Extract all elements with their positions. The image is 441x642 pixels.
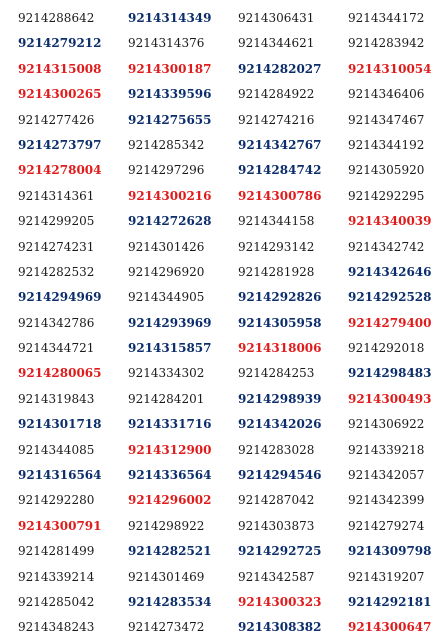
phone-number-cell: 9214339214: [18, 569, 95, 584]
phone-number-cell: 9214274216: [238, 112, 315, 127]
phone-number-cell: 9214288642: [18, 11, 95, 25]
phone-number-cell: 9214273472: [128, 620, 205, 635]
phone-number-cell: 9214275655: [128, 112, 212, 127]
phone-number-cell: 9214310054: [348, 61, 432, 76]
phone-number-cell: 9214342786: [18, 315, 95, 330]
phone-number-cell: 9214284253: [238, 366, 315, 381]
phone-number-cell: 9214294969: [18, 290, 102, 305]
phone-number-cell: 9214316564: [18, 468, 102, 483]
phone-number-cell: 9214283534: [128, 594, 212, 609]
phone-number-cell: 9214284201: [128, 391, 205, 406]
phone-number-cell: 9214306922: [348, 417, 425, 432]
phone-number-cell: 9214297296: [128, 163, 205, 178]
phone-number-cell: 9214280065: [18, 366, 102, 381]
phone-number-cell: 9214293969: [128, 315, 212, 330]
phone-number-cell: 9214273797: [18, 137, 102, 152]
phone-number-cell: 9214344905: [128, 290, 205, 305]
phone-number-cell: 9214344192: [348, 137, 425, 152]
phone-number-cell: 9214346406: [348, 87, 425, 102]
phone-number-cell: 9214347467: [348, 112, 425, 127]
phone-number-cell: 9214309798: [348, 544, 432, 559]
phone-number-cell: 9214312900: [128, 442, 212, 457]
phone-number-grid: [0, 6, 441, 641]
phone-number-cell: 9214296920: [128, 264, 205, 279]
phone-number-cell: 9214300493: [348, 391, 432, 406]
phone-number-cell: 9214344721: [18, 341, 95, 356]
phone-number-cell: 9214279400: [348, 315, 432, 330]
phone-number-cell: 9214336564: [128, 468, 212, 483]
phone-number-cell: 9214300216: [128, 188, 212, 203]
phone-number-cell: 9214300791: [18, 518, 102, 533]
phone-number-cell: 9214274231: [18, 239, 95, 254]
phone-number-cell: 9214282027: [238, 61, 322, 76]
phone-number-cell: 9214314349: [128, 11, 212, 25]
phone-number-cell: 9214339218: [348, 442, 425, 457]
phone-number-cell: 9214348243: [18, 620, 95, 635]
phone-number-cell: 9214300187: [128, 61, 212, 76]
phone-number-cell: 9214319207: [348, 569, 425, 584]
phone-number-cell: 9214292181: [348, 594, 432, 609]
phone-number-cell: 9214300265: [18, 87, 102, 102]
phone-number-cell: 9214344621: [238, 36, 315, 51]
phone-number-cell: 9214303873: [238, 518, 315, 533]
phone-number-cell: 9214301426: [128, 239, 205, 254]
phone-number-cell: 9214334302: [128, 366, 205, 381]
phone-number-cell: 9214292725: [238, 544, 322, 559]
phone-number-cell: 9214344158: [238, 214, 315, 229]
phone-number-cell: 9214296002: [128, 493, 212, 508]
phone-number-cell: 9214344085: [18, 442, 95, 457]
phone-number-cell: 9214315857: [128, 341, 212, 356]
phone-number-cell: 9214284922: [238, 87, 315, 102]
phone-number-cell: 9214298939: [238, 391, 322, 406]
phone-number-cell: 9214306431: [238, 11, 315, 25]
phone-number-cell: 9214279212: [18, 36, 102, 51]
phone-number-cell: 9214287042: [238, 493, 315, 508]
phone-number-cell: 9214298483: [348, 366, 432, 381]
phone-number-cell: 9214281928: [238, 264, 315, 279]
phone-number-cell: 9214282521: [128, 544, 212, 559]
phone-number-cell: 9214301718: [18, 417, 102, 432]
phone-number-cell: 9214331716: [128, 417, 212, 432]
phone-number-cell: 9214277426: [18, 112, 95, 127]
phone-number-cell: 9214305920: [348, 163, 425, 178]
phone-number-cell: 9214279274: [348, 518, 425, 533]
phone-number-cell: 9214278004: [18, 163, 102, 178]
phone-number-cell: 9214318006: [238, 341, 322, 356]
phone-number-cell: 9214300786: [238, 188, 322, 203]
phone-number-cell: 9214283942: [348, 36, 425, 51]
phone-number-cell: 9214314361: [18, 188, 95, 203]
phone-number-cell: 9214308382: [238, 620, 322, 635]
phone-number-cell: 9214301469: [128, 569, 205, 584]
phone-number-cell: 9214342587: [238, 569, 315, 584]
phone-number-cell: 9214344172: [348, 11, 425, 25]
phone-number-cell: 9214300323: [238, 594, 322, 609]
phone-number-cell: 9214281499: [18, 544, 95, 559]
phone-number-cell: 9214294546: [238, 468, 322, 483]
phone-number-cell: 9214272628: [128, 214, 212, 229]
phone-number-cell: 9214284742: [238, 163, 322, 178]
phone-number-cell: 9214292295: [348, 188, 425, 203]
phone-number-cell: 9214299205: [18, 214, 95, 229]
phone-number-cell: 9214293142: [238, 239, 315, 254]
phone-number-cell: 9214285342: [128, 137, 205, 152]
phone-number-cell: 9214342399: [348, 493, 425, 508]
phone-number-cell: 9214292528: [348, 290, 432, 305]
phone-number-cell: 9214300647: [348, 620, 432, 635]
phone-number-cell: 9214315008: [18, 61, 102, 76]
phone-number-cell: 9214342767: [238, 137, 322, 152]
phone-number-cell: 9214342057: [348, 468, 425, 483]
phone-number-cell: 9214283028: [238, 442, 315, 457]
phone-number-cell: 9214342026: [238, 417, 322, 432]
phone-number-cell: 9214292280: [18, 493, 95, 508]
phone-number-cell: 9214285042: [18, 594, 95, 609]
phone-number-cell: 9214342646: [348, 264, 432, 279]
phone-number-cell: 9214298922: [128, 518, 205, 533]
phone-number-cell: 9214314376: [128, 36, 205, 51]
phone-number-cell: 9214319843: [18, 391, 95, 406]
phone-number-cell: 9214340039: [348, 214, 432, 229]
phone-number-cell: 9214342742: [348, 239, 425, 254]
phone-number-cell: 9214292826: [238, 290, 322, 305]
phone-number-cell: 9214282532: [18, 264, 95, 279]
phone-number-cell: 9214292018: [348, 341, 425, 356]
phone-number-cell: 9214305958: [238, 315, 322, 330]
phone-number-cell: 9214339596: [128, 87, 212, 102]
